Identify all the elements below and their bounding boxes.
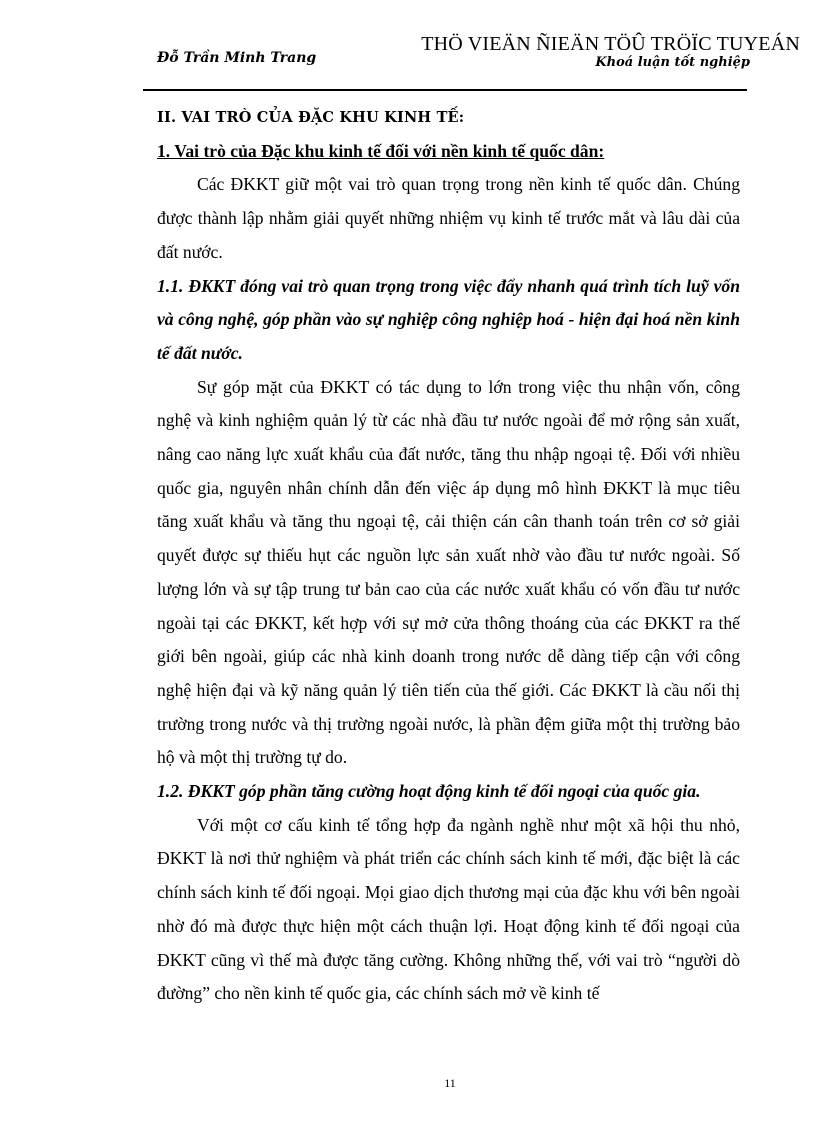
paragraph-1-1: Sự góp mặt của ĐKKT có tác dụng to lớn trong việc thu nhận vốn, công nghệ và kinh nghiệm quản lý từ các nhà đầu tư nước ngoài để mở rộng sản xuất, nâng cao năng lực xuất khẩu của đất nước, tăng thu nhập ngoại tệ. Đối với nhiều quốc gia, nguyên nhân chính dẫn đến việc áp dụng mô hình ĐKKT là mục tiêu tăng xuất khẩu và tăng thu ngoại tệ, cải thiện cán cân thanh toán trên cơ sở giải quyết được sự thiếu hụt các nguồn lực sản xuất nhờ vào đầu tư nước ngoài. Số lượng lớn và sự tập trung tư bản cao của các nước xuất khẩu có vốn đầu tư nước ngoài tại các ĐKKT, kết hợp với sự mở cửa thông thoáng của các ĐKKT ra thế giới bên ngoài, giúp các nhà kinh doanh trong nước dễ dàng tiếp cận với công nghệ hiện đại và kỹ năng quản lý tiên tiến của thế giới. Các ĐKKT là cầu nối thị trường trong nước và thị trường ngoài nước, là phần đệm giữa một thị trường bảo hộ và một thị trường tự do.	[157, 376, 740, 768]
library-title: THÖ VIEÄN ÑIEÄN TÖÛ TRÖÏC TUYEÁN	[421, 33, 800, 55]
header-right	[421, 34, 800, 70]
section-title: II. VAI TRÒ CỦA ĐẶC KHU KINH TẾ:	[157, 109, 465, 126]
page-number: 11	[444, 1076, 456, 1090]
header-divider	[143, 89, 747, 91]
page-content	[157, 101, 740, 1011]
header-author: Đỗ Trần Minh Trang	[157, 50, 317, 66]
intro-paragraph: Các ĐKKT giữ một vai trò quan trọng trong nền kinh tế quốc dân. Chúng được thành lập nhằm giải quyết những nhiệm vụ kinh tế trước mắt và lâu dài của đất nước.	[157, 174, 740, 262]
subsection-title: 1. Vai trò của Đặc khu kinh tế đối với nền kinh tế quốc dân:	[157, 140, 605, 161]
paragraph-1-2: Với một cơ cấu kinh tế tổng hợp đa ngành nghề như một xã hội thu nhỏ, ĐKKT là nơi thử nghiệm và phát triển các chính sách kinh tế mới, đặc biệt là các chính sách kinh tế đối ngoại. Mọi giao dịch thương mại của đặc khu với bên ngoài nhờ đó mà được thực hiện một cách thuận lợi. Hoạt động kinh tế đối ngoại của ĐKKT cũng vì thế mà được tăng cường. Không những thế, với vai trò “người dò đường” cho nền kinh tế quốc gia, các chính sách mở về kinh tế	[157, 814, 740, 1004]
document-type: Khoá luận tốt nghiệp	[595, 55, 750, 70]
heading-1-1: 1.1. ĐKKT đóng vai trò quan trọng trong việc đẩy nhanh quá trình tích luỹ vốn và công nghệ, góp phần vào sự nghiệp công nghiệp hoá - hiện đại hoá nền kinh tế đất nước.	[157, 275, 740, 363]
heading-1-2: 1.2. ĐKKT góp phần tăng cường hoạt động kinh tế đối ngoại của quốc gia.	[157, 781, 701, 802]
